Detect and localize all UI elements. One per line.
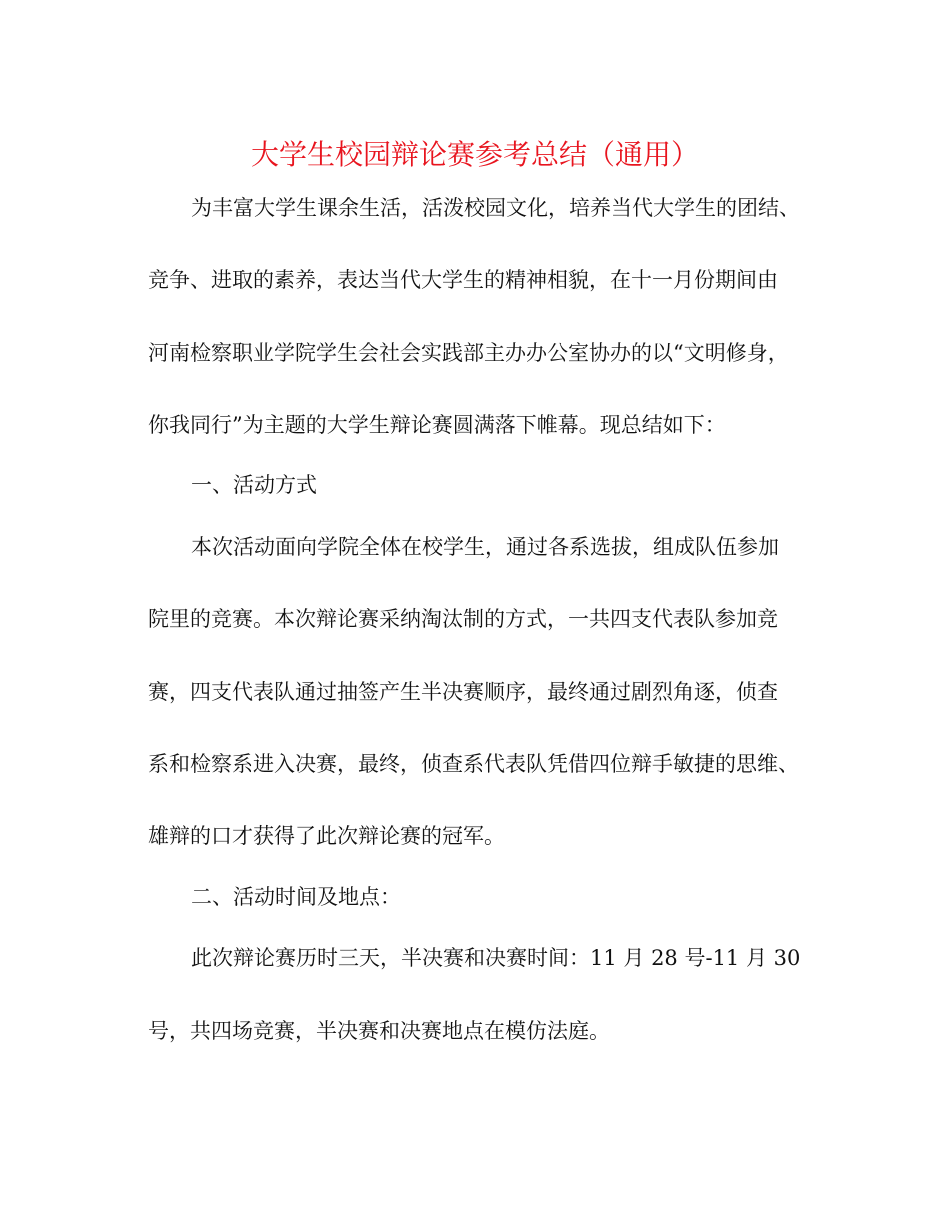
paragraph-line: 院里的竞赛。本次辩论赛采纳淘汰制的方式，一共四支代表队参加竞 [148, 607, 778, 631]
paragraph-line: 竞争、进取的素养，表达当代大学生的精神相貌，在十一月份期间由 [148, 268, 778, 292]
paragraph-line: 本次活动面向学院全体在校学生，通过各系选拔，组成队伍参加 [191, 535, 779, 559]
paragraph-line: 此次辩论赛历时三天，半决赛和决赛时间：11 月 28 号-11 月 30 [191, 946, 801, 970]
paragraph-line: 号，共四场竞赛，半决赛和决赛地点在模仿法庭。 [148, 1019, 610, 1043]
paragraph-line: 雄辩的口才获得了此次辩论赛的冠军。 [148, 824, 505, 848]
document-title: 大学生校园辩论赛参考总结（通用） [250, 138, 699, 171]
paragraph-line: 河南检察职业学院学生会社会实践部主办办公室协办的以“文明修身， [148, 341, 789, 365]
paragraph-line: 赛，四支代表队通过抽签产生半决赛顺序，最终通过剧烈角逐，侦查 [148, 680, 778, 704]
section-heading: 一、活动方式 [191, 473, 317, 497]
paragraph-line: 你我同行”为主题的大学生辩论赛圆满落下帷幕。现总结如下： [148, 413, 726, 437]
paragraph-line: 系和检察系进入决赛，最终，侦查系代表队凭借四位辩手敏捷的思维、 [148, 752, 799, 776]
paragraph-line: 为丰富大学生课余生活，活泼校园文化，培养当代大学生的团结、 [191, 196, 800, 220]
section-heading: 二、活动时间及地点： [191, 885, 401, 909]
